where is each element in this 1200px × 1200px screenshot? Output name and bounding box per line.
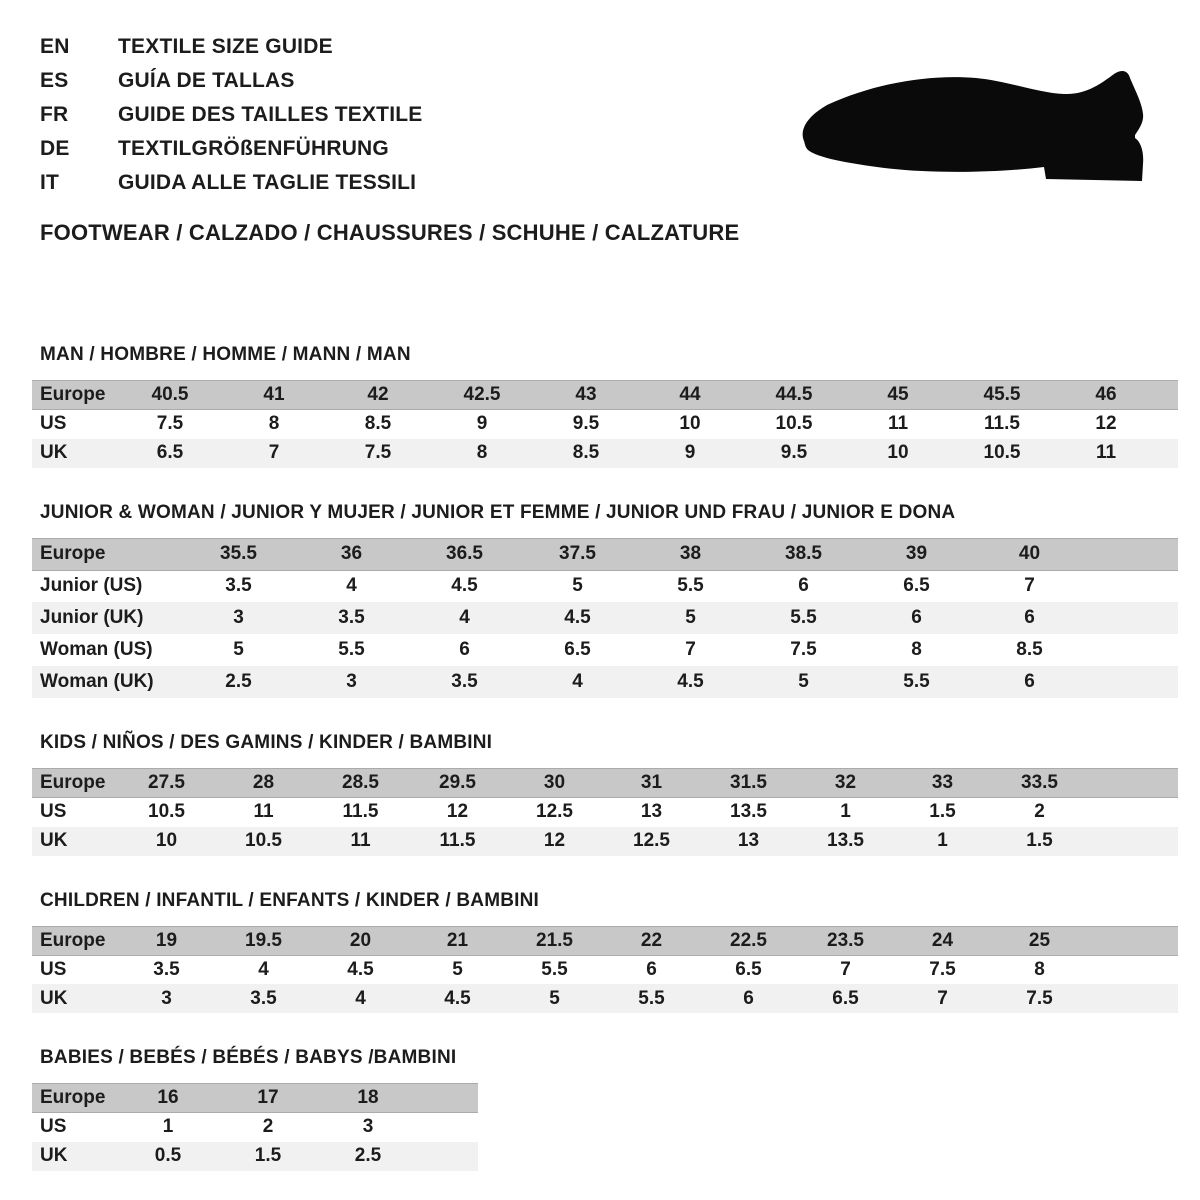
table-row <box>32 602 1178 634</box>
size-value: 41 <box>263 384 285 405</box>
row-label: Europe <box>40 543 106 564</box>
size-value: 2.5 <box>225 671 252 692</box>
size-value: 3.5 <box>451 671 478 692</box>
size-value: 16 <box>157 1087 179 1108</box>
size-value: 4 <box>346 575 357 597</box>
row-label: Woman (US) <box>40 639 153 660</box>
size-value: 6.5 <box>156 442 184 463</box>
size-value: 4.5 <box>451 575 478 597</box>
table-header-row <box>32 769 1178 798</box>
size-value: 12.5 <box>633 830 670 851</box>
table-header-row <box>32 538 1178 570</box>
size-value: 3.5 <box>153 958 180 980</box>
size-value: 8.5 <box>1016 639 1043 660</box>
size-value: 1.5 <box>254 1145 282 1166</box>
size-value: 19.5 <box>245 929 282 951</box>
table-row <box>32 984 1178 1013</box>
row-label: US <box>40 1116 67 1138</box>
size-value: 28.5 <box>342 772 379 793</box>
size-value: 30 <box>543 772 566 793</box>
table-row <box>32 1113 478 1142</box>
section-title: JUNIOR & WOMAN / JUNIOR Y MUJER / JUNIOR ET FEMME / JUNIOR UND FRAU / JUNIOR E DONA <box>40 501 956 523</box>
size-value: 3 <box>161 987 172 1009</box>
size-section-junior-woman <box>32 502 1200 699</box>
table-header-row <box>32 381 1178 410</box>
size-table-man <box>32 380 1178 468</box>
language-code: FR <box>40 103 69 126</box>
row-label: Europe <box>40 1087 106 1108</box>
size-value: 4.5 <box>677 671 704 692</box>
size-value: 3.5 <box>250 987 277 1009</box>
filler-cell <box>1086 538 1178 570</box>
dress-shoe-icon <box>780 40 1200 240</box>
size-value: 10 <box>679 413 701 435</box>
size-value: 44 <box>679 384 701 405</box>
row-label: UK <box>40 830 68 851</box>
filler-cell <box>1086 634 1178 666</box>
size-value: 7 <box>1024 575 1035 597</box>
filler-cell <box>418 1113 478 1142</box>
size-value: 4 <box>355 987 366 1009</box>
size-value: 5.5 <box>638 987 665 1009</box>
size-value: 5.5 <box>338 639 365 660</box>
size-value: 5 <box>572 575 583 597</box>
size-value: 46 <box>1095 384 1117 405</box>
size-value: 8 <box>476 442 488 463</box>
size-value: 5 <box>685 607 696 628</box>
size-value: 1 <box>162 1116 174 1138</box>
size-value: 7.5 <box>790 639 817 660</box>
row-label: UK <box>40 442 68 463</box>
size-value: 10.5 <box>983 442 1021 463</box>
size-value: 4 <box>572 671 583 692</box>
row-label: Woman (UK) <box>40 671 154 692</box>
size-value: 18 <box>357 1087 379 1108</box>
size-value: 29.5 <box>439 772 476 793</box>
row-label: US <box>40 801 67 823</box>
size-value: 9 <box>684 442 696 463</box>
size-value: 13.5 <box>730 801 767 823</box>
size-value: 11.5 <box>984 413 1020 435</box>
size-value: 7 <box>268 442 280 463</box>
size-value: 40 <box>1018 543 1041 564</box>
language-code: DE <box>40 137 70 160</box>
size-value: 36 <box>340 543 363 564</box>
size-value: 27.5 <box>148 772 185 793</box>
row-label: UK <box>40 1145 68 1166</box>
size-value: 17 <box>257 1087 279 1108</box>
size-value: 12.5 <box>536 801 573 823</box>
size-value: 11.5 <box>342 801 379 823</box>
size-value: 42.5 <box>463 384 501 405</box>
size-value: 6 <box>1024 671 1035 692</box>
size-value: 44.5 <box>775 384 813 405</box>
size-value: 8 <box>911 639 922 660</box>
size-value: 21.5 <box>536 929 573 951</box>
filler-cell <box>1086 602 1178 634</box>
size-value: 20 <box>349 929 372 951</box>
size-section-kids <box>32 732 1200 856</box>
table-row <box>32 570 1178 602</box>
section-title: MAN / HOMBRE / HOMME / MANN / MAN <box>40 344 411 365</box>
size-value: 22 <box>640 929 663 951</box>
size-table-junior-woman <box>32 538 1178 699</box>
language-label: GUIDA ALLE TAGLIE TESSILI <box>118 171 417 194</box>
size-value: 4 <box>459 607 470 628</box>
section-title: BABIES / BEBÉS / BÉBÉS / BABYS /BAMBINI <box>40 1047 457 1068</box>
size-value: 12 <box>1095 413 1117 435</box>
size-value: 42 <box>367 384 389 405</box>
size-value: 5.5 <box>677 575 704 597</box>
filler-cell <box>1088 984 1178 1013</box>
size-value: 2 <box>262 1116 274 1138</box>
size-value: 9.5 <box>780 442 808 463</box>
size-value: 4.5 <box>564 607 591 628</box>
category-line: FOOTWEAR / CALZADO / CHAUSSURES / SCHUHE / CALZATURE <box>40 220 740 245</box>
size-value: 7.5 <box>929 958 956 980</box>
size-value: 39 <box>905 543 928 564</box>
size-table-children <box>32 926 1178 1014</box>
section-title: CHILDREN / INFANTIL / ENFANTS / KINDER / BAMBINI <box>40 889 540 911</box>
size-value: 12 <box>543 830 566 851</box>
row-label: US <box>40 958 67 980</box>
table-row <box>32 798 1178 827</box>
size-value: 10.5 <box>245 830 282 851</box>
size-value: 10.5 <box>775 413 813 435</box>
size-value: 4.5 <box>444 987 471 1009</box>
size-value: 7 <box>840 958 851 980</box>
size-value: 32 <box>834 772 857 793</box>
size-table-kids <box>32 768 1178 856</box>
table-row <box>32 666 1178 698</box>
size-value: 6.5 <box>903 575 930 597</box>
size-value: 1 <box>840 801 851 823</box>
size-value: 6.5 <box>735 958 762 980</box>
size-value: 36.5 <box>446 543 483 564</box>
size-value: 5.5 <box>790 607 817 628</box>
size-value: 10.5 <box>148 801 185 823</box>
table-row <box>32 439 1178 468</box>
filler-cell <box>1086 666 1178 698</box>
filler-cell <box>1158 410 1178 439</box>
size-value: 45 <box>887 384 909 405</box>
size-value: 5 <box>233 639 244 660</box>
size-value: 19 <box>155 929 178 951</box>
size-value: 8.5 <box>364 413 392 435</box>
row-label: UK <box>40 987 68 1009</box>
size-value: 8.5 <box>572 442 600 463</box>
size-table-babies <box>32 1083 478 1171</box>
size-value: 38 <box>679 543 702 564</box>
size-value: 37.5 <box>559 543 596 564</box>
size-value: 6 <box>646 958 657 980</box>
row-label: US <box>40 413 67 435</box>
language-code: IT <box>40 171 60 194</box>
size-value: 38.5 <box>785 543 822 564</box>
size-value: 3.5 <box>225 575 252 597</box>
size-value: 43 <box>575 384 597 405</box>
size-value: 6.5 <box>832 987 859 1009</box>
size-value: 23.5 <box>827 929 864 951</box>
size-value: 9 <box>476 413 488 435</box>
size-section-babies <box>32 1047 1200 1171</box>
table-header-row <box>32 926 1178 955</box>
filler-cell <box>1088 827 1178 856</box>
size-value: 0.5 <box>154 1145 182 1166</box>
size-value: 11 <box>887 413 909 435</box>
size-value: 31.5 <box>730 772 767 793</box>
size-value: 13 <box>737 830 760 851</box>
size-value: 21 <box>446 929 469 951</box>
size-value: 22.5 <box>730 929 767 951</box>
table-header-row <box>32 1084 478 1113</box>
size-value: 6 <box>911 607 922 628</box>
size-value: 6.5 <box>564 639 591 660</box>
language-label: GUÍA DE TALLAS <box>118 69 295 92</box>
size-value: 7 <box>685 639 696 660</box>
language-label: TEXTILGRÖßENFÜHRUNG <box>118 137 389 160</box>
size-value: 8 <box>1034 958 1045 980</box>
size-value: 7.5 <box>364 442 392 463</box>
size-value: 6 <box>743 987 754 1009</box>
filler-cell <box>1088 769 1178 798</box>
size-value: 12 <box>446 801 469 823</box>
size-value: 1.5 <box>1026 830 1053 851</box>
size-value: 33.5 <box>1021 772 1058 793</box>
table-row <box>32 634 1178 666</box>
size-value: 1.5 <box>929 801 956 823</box>
size-value: 5 <box>452 958 463 980</box>
language-label: TEXTILE SIZE GUIDE <box>118 35 333 58</box>
size-value: 3 <box>346 671 357 692</box>
size-value: 8 <box>268 413 280 435</box>
size-value: 24 <box>931 929 954 951</box>
size-value: 25 <box>1028 929 1051 951</box>
size-value: 40.5 <box>151 384 189 405</box>
size-value: 2.5 <box>354 1145 382 1166</box>
size-value: 5 <box>798 671 809 692</box>
row-label: Europe <box>40 929 106 951</box>
row-label: Europe <box>40 772 106 793</box>
filler-cell <box>418 1142 478 1171</box>
size-value: 45.5 <box>983 384 1021 405</box>
language-label: GUIDE DES TAILLES TEXTILE <box>118 103 423 126</box>
filler-cell <box>1086 570 1178 602</box>
size-section-man <box>32 344 1200 468</box>
size-value: 13.5 <box>827 830 864 851</box>
filler-cell <box>1088 798 1178 827</box>
filler-cell <box>1158 381 1178 410</box>
table-row <box>32 1142 478 1171</box>
size-value: 11.5 <box>439 830 476 851</box>
size-value: 13 <box>640 801 663 823</box>
size-section-children <box>32 890 1200 1014</box>
language-code: EN <box>40 35 70 58</box>
size-value: 7.5 <box>1026 987 1053 1009</box>
filler-cell <box>1088 955 1178 984</box>
filler-cell <box>418 1084 478 1113</box>
table-row <box>32 410 1178 439</box>
size-value: 5 <box>549 987 560 1009</box>
size-value: 6 <box>1024 607 1035 628</box>
size-value: 4 <box>258 958 269 980</box>
size-value: 33 <box>931 772 954 793</box>
size-value: 3 <box>362 1116 374 1138</box>
row-label: Junior (UK) <box>40 607 144 628</box>
size-value: 10 <box>887 442 909 463</box>
size-value: 7 <box>937 987 948 1009</box>
size-value: 5.5 <box>541 958 568 980</box>
size-tables-container <box>0 344 1200 1171</box>
size-value: 28 <box>252 772 275 793</box>
size-value: 2 <box>1034 801 1045 823</box>
size-value: 7.5 <box>156 413 184 435</box>
size-value: 3 <box>233 607 244 628</box>
size-value: 1 <box>937 830 948 851</box>
table-row <box>32 827 1178 856</box>
language-code: ES <box>40 69 69 92</box>
size-value: 5.5 <box>903 671 930 692</box>
size-value: 9.5 <box>572 413 600 435</box>
table-row <box>32 955 1178 984</box>
size-value: 11 <box>350 830 371 851</box>
size-value: 4.5 <box>347 958 374 980</box>
filler-cell <box>1088 926 1178 955</box>
row-label: Europe <box>40 384 106 405</box>
size-value: 35.5 <box>220 543 257 564</box>
size-value: 6 <box>459 639 470 660</box>
size-value: 31 <box>640 772 663 793</box>
size-value: 6 <box>798 575 809 597</box>
size-value: 3.5 <box>338 607 365 628</box>
size-value: 11 <box>253 801 274 823</box>
row-label: Junior (US) <box>40 575 143 597</box>
size-value: 11 <box>1095 442 1117 463</box>
filler-cell <box>1158 439 1178 468</box>
size-value: 10 <box>155 830 178 851</box>
section-title: KIDS / NIÑOS / DES GAMINS / KINDER / BAMBINI <box>40 732 493 753</box>
